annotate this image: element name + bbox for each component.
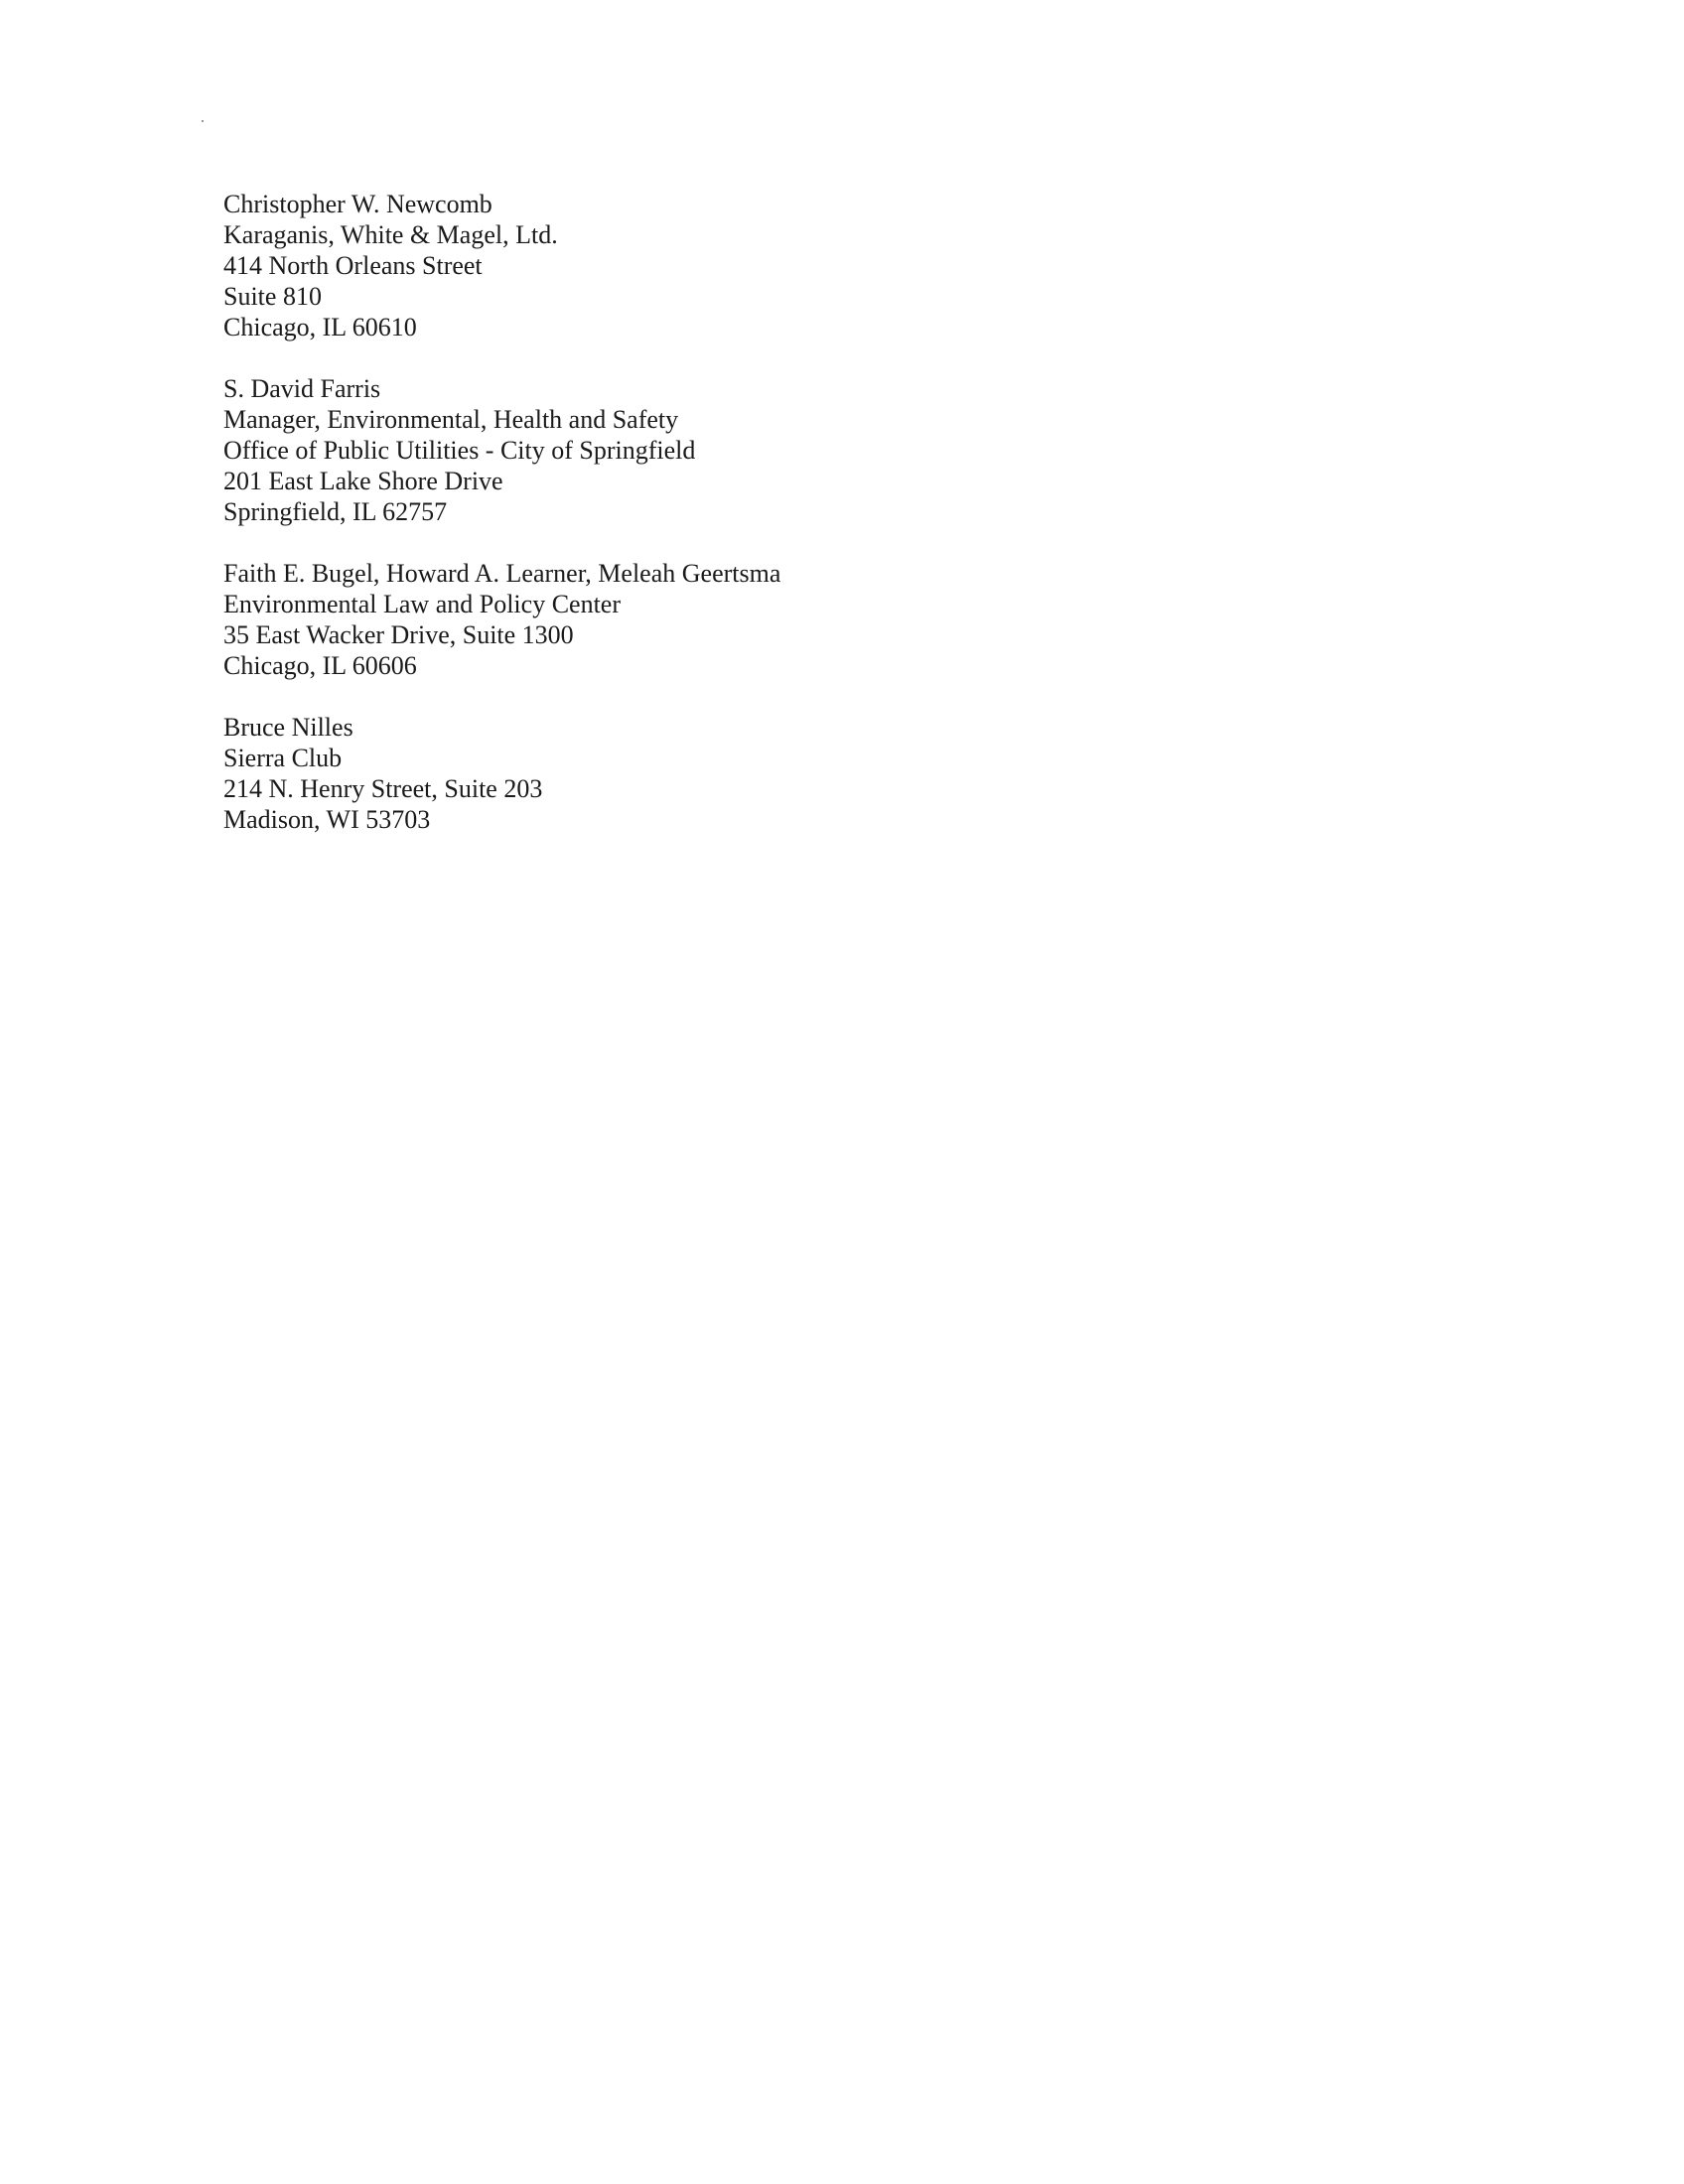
- recipient-block: [223, 189, 1216, 342]
- recipient-block: [223, 558, 1216, 681]
- recipient-organization: Environmental Law and Policy Center: [223, 590, 622, 618]
- recipient-street: 414 North Orleans Street: [223, 251, 483, 280]
- recipient-city-state-zip: Chicago, IL 60610: [223, 313, 417, 341]
- recipient-organization: Sierra Club: [223, 744, 343, 772]
- recipient-city-state-zip: Chicago, IL 60606: [223, 651, 417, 680]
- recipient-street: 35 East Wacker Drive, Suite 1300: [223, 620, 574, 649]
- service-list: [223, 189, 1216, 866]
- recipient-city-state-zip: Springfield, IL 62757: [223, 497, 448, 526]
- recipient-street: 214 N. Henry Street, Suite 203: [223, 774, 543, 803]
- recipient-name: Bruce Nilles: [223, 713, 353, 742]
- recipient-suite: Suite 810: [223, 282, 322, 311]
- scan-artifact: [202, 120, 204, 122]
- recipient-name: S. David Farris: [223, 374, 381, 403]
- recipient-block: [223, 373, 1216, 527]
- recipient-title: Manager, Environmental, Health and Safety: [223, 405, 679, 434]
- recipient-name: Christopher W. Newcomb: [223, 190, 492, 218]
- recipient-organization: Office of Public Utilities - City of Springfield: [223, 436, 696, 465]
- recipient-city-state-zip: Madison, WI 53703: [223, 805, 431, 834]
- recipient-organization: Karaganis, White & Magel, Ltd.: [223, 220, 558, 249]
- recipient-block: [223, 712, 1216, 835]
- recipient-street: 201 East Lake Shore Drive: [223, 467, 503, 495]
- recipient-names: Faith E. Bugel, Howard A. Learner, Meleah Geertsma: [223, 559, 781, 588]
